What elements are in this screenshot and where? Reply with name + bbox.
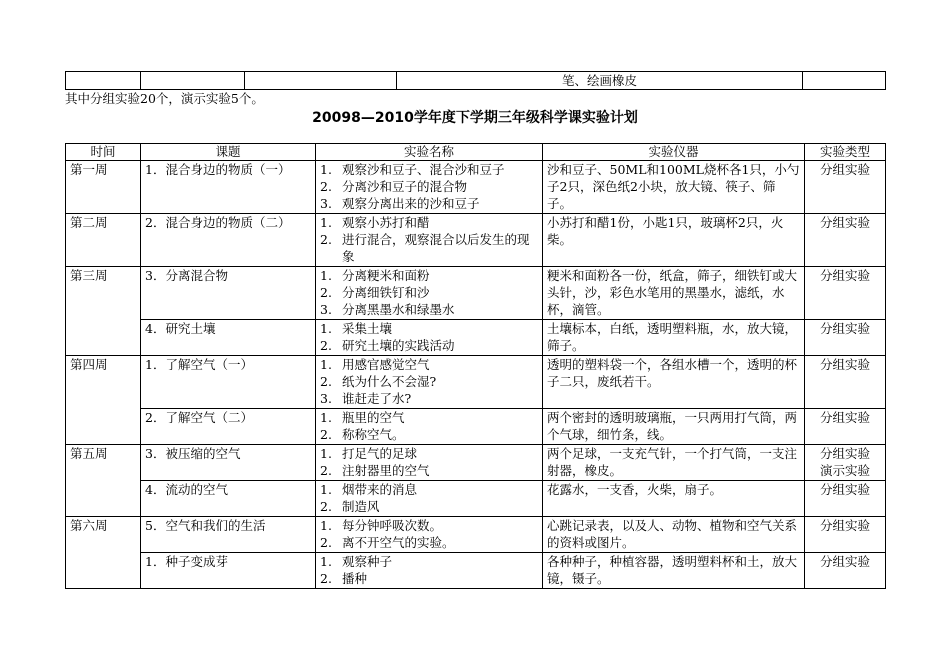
topic-cell: 1．混合身边的物质（一） [141,161,316,214]
experiment-plan-table [65,143,886,589]
list-item: 2. 研究土壤的实践活动 [320,338,455,353]
experiment-list-cell [316,320,543,356]
list-item: 3. 分离黑墨水和绿墨水 [320,302,455,317]
list-item: 2. 离不开空气的实验。 [320,535,455,550]
list-item: 1. 每分钟呼吸次数。 [320,518,443,533]
equipment-cell: 粳米和面粉各一份，纸盒，筛子，细铁钉或大头针，沙，彩色水笔用的黑墨水，滤纸，水杯，滴管。 [543,267,805,320]
page-title: 20098—2010学年度下学期三年级科学课实验计划 [312,110,638,126]
summary-note: 其中分组实验20个，演示实验5个。 [65,91,264,106]
week-cell: 第六周 [66,517,141,589]
header-time: 时间 [66,144,141,161]
type-cell: 分组实验 [805,481,886,517]
table-row [66,481,886,517]
list-item: 2. 制造风 [320,499,380,514]
topic-cell: 3．分离混合物 [141,267,316,320]
topic-cell: 2．混合身边的物质（二） [141,214,316,267]
topic-cell: 1．种子变成芽 [141,553,316,589]
experiment-list-cell [316,409,543,445]
type-cell: 分组实验 [805,320,886,356]
header-type: 实验类型 [805,144,886,161]
table-cell: 笔、绘画橡皮 [397,72,803,90]
type-cell: 分组实验 [805,553,886,589]
list-item: 2. 分离细铁钉和沙 [320,285,430,300]
list-item: 2. 进行混合，观察混合以后发生的现象 [320,232,530,264]
header-equipment: 实验仪器 [543,144,805,161]
experiment-list-cell [316,356,543,409]
table-row [66,214,886,267]
equipment-cell: 沙和豆子、50ML和100ML烧杯各1只，小勺子2只，深色纸2小块，放大镜、筷子、筛子。 [543,161,805,214]
experiment-list-cell [316,214,543,267]
topic-cell: 5．空气和我们的生活 [141,517,316,553]
table-row [66,553,886,589]
header-topic: 课题 [141,144,316,161]
equipment-cell: 花露水，一支香，火柴，扇子。 [543,481,805,517]
experiment-list-cell [316,517,543,553]
week-cell: 第四周 [66,356,141,445]
list-item: 3. 观察分离出来的沙和豆子 [320,196,480,211]
table-row [66,72,886,90]
table-row [66,445,886,481]
experiment-list-cell [316,445,543,481]
type-cell: 分组实验 [805,409,886,445]
list-item: 1. 打足气的足球 [320,446,418,461]
list-item: 1. 烟带来的消息 [320,482,418,497]
type-cell: 分组实验 演示实验 [805,445,886,481]
header-experiment-name: 实验名称 [316,144,543,161]
experiment-list-cell [316,161,543,214]
equipment-cell: 土壤标本，白纸，透明塑料瓶，水，放大镜，筛子。 [543,320,805,356]
equipment-cell: 各种种子，种植容器，透明塑料杯和土，放大镜，镊子。 [543,553,805,589]
equipment-cell: 两个足球，一支充气针，一个打气筒，一支注射器，橡皮。 [543,445,805,481]
type-cell: 分组实验 [805,517,886,553]
type-cell: 分组实验 [805,214,886,267]
table-row [66,517,886,553]
list-item: 1. 用感官感觉空气 [320,357,430,372]
type-cell: 分组实验 [805,267,886,320]
experiment-list-cell [316,481,543,517]
table-row [66,409,886,445]
table-cell [803,72,886,90]
topic-cell: 4．研究土壤 [141,320,316,356]
list-item: 3. 谁赶走了水? [320,391,412,406]
list-item: 1. 观察种子 [320,554,393,569]
equipment-cell: 心跳记录表，以及人、动物、植物和空气关系的资料或图片。 [543,517,805,553]
week-cell: 第二周 [66,214,141,267]
topic-cell: 2．了解空气（二） [141,409,316,445]
equipment-cell: 小苏打和醋1份，小匙1只，玻璃杯2只，火柴。 [543,214,805,267]
topic-cell: 1．了解空气（一） [141,356,316,409]
table-cell [66,72,141,90]
table-row [66,320,886,356]
experiment-list-cell [316,553,543,589]
topic-cell: 3．被压缩的空气 [141,445,316,481]
table-header-row [66,144,886,161]
equipment-cell: 两个密封的透明玻璃瓶，一只两用打气筒，两个气球，细竹条，线。 [543,409,805,445]
list-item: 1. 分离粳米和面粉 [320,268,430,283]
experiment-list-cell [316,267,543,320]
list-item: 2. 注射器里的空气 [320,463,430,478]
topic-cell: 4．流动的空气 [141,481,316,517]
week-cell: 第五周 [66,445,141,517]
table-row [66,356,886,409]
list-item: 2. 纸为什么不会湿? [320,374,437,389]
list-item: 1. 观察小苏打和醋 [320,215,430,230]
week-cell: 第一周 [66,161,141,214]
list-item: 1. 采集土壤 [320,321,393,336]
equipment-cell: 透明的塑料袋一个，各组水槽一个，透明的杯子二只，废纸若干。 [543,356,805,409]
table-row [66,267,886,320]
table-row [66,161,886,214]
list-item: 1. 观察沙和豆子、混合沙和豆子 [320,162,505,177]
type-cell: 分组实验 [805,161,886,214]
list-item: 2. 称称空气。 [320,427,405,442]
previous-page-table [65,71,886,90]
table-cell [141,72,245,90]
type-cell: 分组实验 [805,356,886,409]
list-item: 1. 瓶里的空气 [320,410,405,425]
table-cell [245,72,397,90]
list-item: 2. 分离沙和豆子的混合物 [320,179,468,194]
week-cell: 第三周 [66,267,141,356]
list-item: 2. 播种 [320,571,368,586]
